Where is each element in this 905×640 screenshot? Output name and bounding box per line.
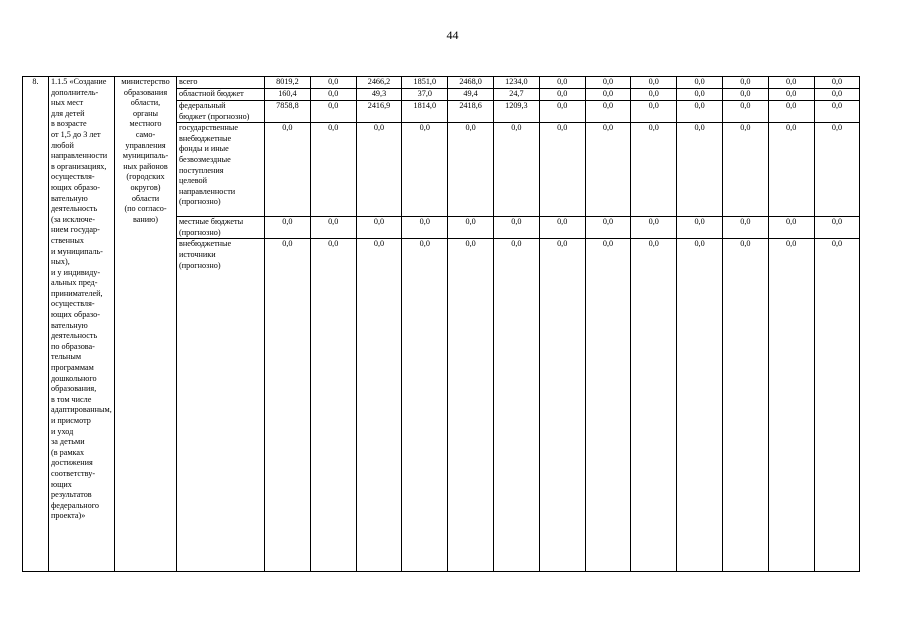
value-cell: 0,0	[585, 217, 631, 239]
value-cell: 0,0	[768, 101, 814, 123]
value-cell: 0,0	[768, 123, 814, 217]
value-cell: 0,0	[722, 239, 768, 572]
value-cell: 0,0	[493, 217, 539, 239]
value-cell: 0,0	[539, 77, 585, 89]
funding-source-label: областной бюджет	[177, 89, 265, 101]
value-cell: 0,0	[539, 123, 585, 217]
value-cell: 0,0	[402, 239, 448, 572]
value-cell: 0,0	[677, 89, 723, 101]
value-cell: 0,0	[356, 217, 402, 239]
value-cell: 0,0	[722, 217, 768, 239]
value-cell: 0,0	[539, 239, 585, 572]
value-cell: 0,0	[814, 89, 860, 101]
value-cell: 0,0	[631, 123, 677, 217]
value-cell: 0,0	[677, 239, 723, 572]
value-cell: 0,0	[310, 77, 356, 89]
funding-source-label: всего	[177, 77, 265, 89]
value-cell: 2468,0	[448, 77, 494, 89]
value-cell: 0,0	[493, 239, 539, 572]
value-cell: 0,0	[814, 77, 860, 89]
page-number: 44	[446, 28, 459, 42]
value-cell: 0,0	[402, 123, 448, 217]
value-cell: 37,0	[402, 89, 448, 101]
value-cell: 0,0	[585, 101, 631, 123]
value-cell: 0,0	[448, 217, 494, 239]
value-cell: 0,0	[310, 217, 356, 239]
value-cell: 0,0	[677, 77, 723, 89]
value-cell: 1814,0	[402, 101, 448, 123]
value-cell: 0,0	[448, 239, 494, 572]
value-cell: 0,0	[722, 77, 768, 89]
value-cell: 0,0	[768, 217, 814, 239]
value-cell: 0,0	[265, 123, 311, 217]
value-cell: 0,0	[310, 89, 356, 101]
table-row	[23, 77, 860, 89]
value-cell: 0,0	[356, 123, 402, 217]
value-cell: 49,4	[448, 89, 494, 101]
value-cell: 0,0	[768, 239, 814, 572]
funding-source-label: внебюджетные источники (прогнозно)	[177, 239, 265, 572]
value-cell: 0,0	[310, 123, 356, 217]
value-cell: 0,0	[722, 101, 768, 123]
value-cell: 0,0	[814, 239, 860, 572]
funding-source-label: федеральный бюджет (прогнозно)	[177, 101, 265, 123]
value-cell: 0,0	[677, 123, 723, 217]
value-cell: 0,0	[265, 217, 311, 239]
value-cell: 0,0	[310, 239, 356, 572]
measure-name-cell: 1.1.5 «Создание дополнитель- ных мест для детей в возрасте от 1,5 до 3 лет любой направленности в организациях, осуществля- ющих образо- вательную деятельность (за исключе- нием государ- ственных и муниципаль- ных), и у индивиду- альных пред- принимателей, осуществля- ющих образо- вательную деятельность по образова- тельным программам дошкольного образования, в том числе адаптированным, и присмотр и уход за детьми (в рамках достижения соответству- ющих результатов федерального проекта)»	[49, 77, 115, 572]
value-cell: 0,0	[585, 89, 631, 101]
value-cell: 7858,8	[265, 101, 311, 123]
value-cell: 2418,6	[448, 101, 494, 123]
value-cell: 0,0	[631, 101, 677, 123]
value-cell: 2416,9	[356, 101, 402, 123]
value-cell: 8019,2	[265, 77, 311, 89]
value-cell: 0,0	[539, 89, 585, 101]
value-cell: 0,0	[585, 77, 631, 89]
value-cell: 0,0	[677, 217, 723, 239]
value-cell: 0,0	[814, 123, 860, 217]
value-cell: 49,3	[356, 89, 402, 101]
table-body	[23, 77, 860, 572]
value-cell: 0,0	[448, 123, 494, 217]
value-cell: 2466,2	[356, 77, 402, 89]
value-cell: 0,0	[402, 217, 448, 239]
value-cell: 0,0	[814, 101, 860, 123]
value-cell: 0,0	[539, 217, 585, 239]
value-cell: 160,4	[265, 89, 311, 101]
value-cell: 24,7	[493, 89, 539, 101]
value-cell: 0,0	[631, 239, 677, 572]
value-cell: 0,0	[265, 239, 311, 572]
value-cell: 0,0	[631, 89, 677, 101]
value-cell: 0,0	[722, 123, 768, 217]
executor-cell: министерство образования области, органы местного само- управления муниципаль- ных районов (городских округов) области (по согласо- ванию)	[115, 77, 177, 572]
funding-source-label: государственные внебюджетные фонды и иные безвозмездные поступления целевой направленности (прогнозно)	[177, 123, 265, 217]
value-cell: 1851,0	[402, 77, 448, 89]
value-cell: 1209,3	[493, 101, 539, 123]
value-cell: 0,0	[814, 217, 860, 239]
value-cell: 0,0	[539, 101, 585, 123]
value-cell: 0,0	[677, 101, 723, 123]
value-cell: 0,0	[768, 77, 814, 89]
value-cell: 0,0	[631, 217, 677, 239]
value-cell: 0,0	[493, 123, 539, 217]
funding-source-label: местные бюджеты (прогнозно)	[177, 217, 265, 239]
value-cell: 0,0	[585, 239, 631, 572]
value-cell: 1234,0	[493, 77, 539, 89]
row-number-cell: 8.	[23, 77, 49, 572]
value-cell: 0,0	[356, 239, 402, 572]
value-cell: 0,0	[722, 89, 768, 101]
budget-table	[22, 76, 860, 572]
value-cell: 0,0	[768, 89, 814, 101]
value-cell: 0,0	[585, 123, 631, 217]
value-cell: 0,0	[310, 101, 356, 123]
value-cell: 0,0	[631, 77, 677, 89]
